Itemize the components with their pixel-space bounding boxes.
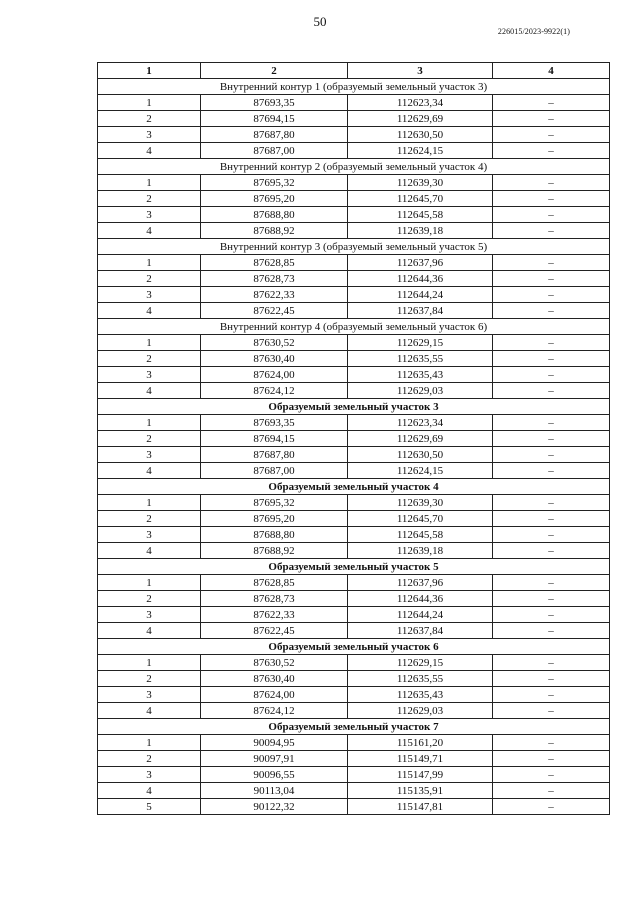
point-number-cell: 4 (98, 383, 201, 399)
note-cell: – (493, 671, 610, 687)
y-coordinate-cell: 112635,55 (348, 351, 493, 367)
y-coordinate-cell: 112630,50 (348, 447, 493, 463)
point-number-cell: 2 (98, 431, 201, 447)
y-coordinate-cell: 112629,69 (348, 431, 493, 447)
section-title-row (98, 399, 610, 415)
point-number-cell: 3 (98, 447, 201, 463)
note-cell: – (493, 143, 610, 159)
point-number-cell: 4 (98, 783, 201, 799)
x-coordinate-cell: 87687,80 (201, 127, 348, 143)
x-coordinate-cell: 87688,92 (201, 543, 348, 559)
note-cell: – (493, 111, 610, 127)
section-title: Образуемый земельный участок 7 (98, 719, 610, 735)
x-coordinate-cell: 87695,20 (201, 511, 348, 527)
point-number-cell: 3 (98, 207, 201, 223)
y-coordinate-cell: 112645,58 (348, 527, 493, 543)
note-cell: – (493, 735, 610, 751)
point-number-cell: 2 (98, 751, 201, 767)
note-cell: – (493, 255, 610, 271)
note-cell: – (493, 591, 610, 607)
coordinates-table (97, 62, 610, 815)
section-title-row (98, 159, 610, 175)
header-cell: 2 (201, 63, 348, 79)
table-row (98, 799, 610, 815)
x-coordinate-cell: 87630,40 (201, 351, 348, 367)
section-title-row (98, 639, 610, 655)
page-number: 50 (313, 14, 327, 29)
note-cell: – (493, 543, 610, 559)
y-coordinate-cell: 112624,15 (348, 143, 493, 159)
table-row (98, 623, 610, 639)
y-coordinate-cell: 112635,55 (348, 671, 493, 687)
section-title: Внутренний контур 2 (образуемый земельный участок 4) (98, 159, 610, 175)
note-cell: – (493, 351, 610, 367)
point-number-cell: 3 (98, 287, 201, 303)
note-cell: – (493, 415, 610, 431)
note-cell: – (493, 463, 610, 479)
section-title: Образуемый земельный участок 5 (98, 559, 610, 575)
point-number-cell: 3 (98, 607, 201, 623)
x-coordinate-cell: 90113,04 (201, 783, 348, 799)
point-number-cell: 4 (98, 543, 201, 559)
section-title-row (98, 719, 610, 735)
y-coordinate-cell: 112644,24 (348, 287, 493, 303)
table-row (98, 703, 610, 719)
point-number-cell: 1 (98, 735, 201, 751)
note-cell: – (493, 383, 610, 399)
x-coordinate-cell: 87687,00 (201, 463, 348, 479)
point-number-cell: 1 (98, 415, 201, 431)
x-coordinate-cell: 87622,45 (201, 623, 348, 639)
note-cell: – (493, 687, 610, 703)
x-coordinate-cell: 87693,35 (201, 95, 348, 111)
note-cell: – (493, 527, 610, 543)
note-cell: – (493, 607, 610, 623)
point-number-cell: 2 (98, 511, 201, 527)
x-coordinate-cell: 87695,20 (201, 191, 348, 207)
y-coordinate-cell: 112644,36 (348, 591, 493, 607)
x-coordinate-cell: 87694,15 (201, 111, 348, 127)
x-coordinate-cell: 87622,33 (201, 607, 348, 623)
note-cell: – (493, 207, 610, 223)
y-coordinate-cell: 112639,18 (348, 223, 493, 239)
section-title: Внутренний контур 1 (образуемый земельный участок 3) (98, 79, 610, 95)
point-number-cell: 2 (98, 591, 201, 607)
point-number-cell: 2 (98, 351, 201, 367)
point-number-cell: 3 (98, 767, 201, 783)
x-coordinate-cell: 87630,52 (201, 335, 348, 351)
y-coordinate-cell: 115161,20 (348, 735, 493, 751)
note-cell: – (493, 655, 610, 671)
table-row (98, 431, 610, 447)
y-coordinate-cell: 112629,15 (348, 655, 493, 671)
x-coordinate-cell: 87687,80 (201, 447, 348, 463)
point-number-cell: 2 (98, 111, 201, 127)
table-row (98, 655, 610, 671)
section-title: Образуемый земельный участок 4 (98, 479, 610, 495)
table-row (98, 383, 610, 399)
table-row (98, 671, 610, 687)
point-number-cell: 2 (98, 191, 201, 207)
table-row (98, 143, 610, 159)
y-coordinate-cell: 115149,71 (348, 751, 493, 767)
table-row (98, 287, 610, 303)
y-coordinate-cell: 112630,50 (348, 127, 493, 143)
note-cell: – (493, 127, 610, 143)
note-cell: – (493, 95, 610, 111)
table-row (98, 111, 610, 127)
point-number-cell: 4 (98, 623, 201, 639)
x-coordinate-cell: 87628,73 (201, 271, 348, 287)
y-coordinate-cell: 115147,81 (348, 799, 493, 815)
y-coordinate-cell: 112644,24 (348, 607, 493, 623)
x-coordinate-cell: 90122,32 (201, 799, 348, 815)
x-coordinate-cell: 87628,85 (201, 575, 348, 591)
table-row (98, 175, 610, 191)
section-title-row (98, 319, 610, 335)
note-cell: – (493, 303, 610, 319)
point-number-cell: 1 (98, 495, 201, 511)
y-coordinate-cell: 112645,70 (348, 511, 493, 527)
point-number-cell: 4 (98, 223, 201, 239)
x-coordinate-cell: 87624,12 (201, 383, 348, 399)
x-coordinate-cell: 87688,80 (201, 527, 348, 543)
note-cell: – (493, 495, 610, 511)
y-coordinate-cell: 112635,43 (348, 367, 493, 383)
x-coordinate-cell: 90096,55 (201, 767, 348, 783)
x-coordinate-cell: 87630,52 (201, 655, 348, 671)
x-coordinate-cell: 87628,85 (201, 255, 348, 271)
table-row (98, 351, 610, 367)
note-cell: – (493, 511, 610, 527)
table-row (98, 367, 610, 383)
table-row (98, 511, 610, 527)
note-cell: – (493, 703, 610, 719)
section-title-row (98, 479, 610, 495)
y-coordinate-cell: 112623,34 (348, 95, 493, 111)
y-coordinate-cell: 112645,70 (348, 191, 493, 207)
y-coordinate-cell: 112629,15 (348, 335, 493, 351)
x-coordinate-cell: 87694,15 (201, 431, 348, 447)
table-row (98, 127, 610, 143)
document-code: 226015/2023-9922(1) (497, 27, 570, 36)
y-coordinate-cell: 115147,99 (348, 767, 493, 783)
table-row (98, 607, 610, 623)
header-cell: 1 (98, 63, 201, 79)
table-row (98, 415, 610, 431)
y-coordinate-cell: 112624,15 (348, 463, 493, 479)
x-coordinate-cell: 87622,45 (201, 303, 348, 319)
table-row (98, 207, 610, 223)
point-number-cell: 1 (98, 175, 201, 191)
point-number-cell: 1 (98, 575, 201, 591)
note-cell: – (493, 783, 610, 799)
x-coordinate-cell: 87624,00 (201, 367, 348, 383)
table-row (98, 255, 610, 271)
note-cell: – (493, 575, 610, 591)
point-number-cell: 4 (98, 303, 201, 319)
note-cell: – (493, 271, 610, 287)
table-row (98, 687, 610, 703)
note-cell: – (493, 447, 610, 463)
y-coordinate-cell: 112637,96 (348, 255, 493, 271)
x-coordinate-cell: 87688,80 (201, 207, 348, 223)
section-title: Внутренний контур 3 (образуемый земельный участок 5) (98, 239, 610, 255)
header-cell: 3 (348, 63, 493, 79)
point-number-cell: 5 (98, 799, 201, 815)
point-number-cell: 2 (98, 671, 201, 687)
y-coordinate-cell: 112644,36 (348, 271, 493, 287)
table-row (98, 95, 610, 111)
note-cell: – (493, 799, 610, 815)
table-row (98, 527, 610, 543)
y-coordinate-cell: 112637,84 (348, 623, 493, 639)
table-row (98, 495, 610, 511)
note-cell: – (493, 623, 610, 639)
y-coordinate-cell: 112629,69 (348, 111, 493, 127)
point-number-cell: 3 (98, 367, 201, 383)
point-number-cell: 2 (98, 271, 201, 287)
note-cell: – (493, 191, 610, 207)
x-coordinate-cell: 87693,35 (201, 415, 348, 431)
point-number-cell: 3 (98, 527, 201, 543)
x-coordinate-cell: 87688,92 (201, 223, 348, 239)
point-number-cell: 1 (98, 255, 201, 271)
note-cell: – (493, 767, 610, 783)
point-number-cell: 3 (98, 127, 201, 143)
table-row (98, 303, 610, 319)
y-coordinate-cell: 112629,03 (348, 383, 493, 399)
x-coordinate-cell: 87624,00 (201, 687, 348, 703)
y-coordinate-cell: 112639,30 (348, 175, 493, 191)
y-coordinate-cell: 112635,43 (348, 687, 493, 703)
note-cell: – (493, 287, 610, 303)
note-cell: – (493, 223, 610, 239)
table-row (98, 767, 610, 783)
x-coordinate-cell: 87687,00 (201, 143, 348, 159)
point-number-cell: 1 (98, 335, 201, 351)
header-cell: 4 (493, 63, 610, 79)
x-coordinate-cell: 87624,12 (201, 703, 348, 719)
note-cell: – (493, 335, 610, 351)
section-title-row (98, 559, 610, 575)
x-coordinate-cell: 87695,32 (201, 175, 348, 191)
table-row (98, 591, 610, 607)
table-row (98, 223, 610, 239)
note-cell: – (493, 367, 610, 383)
table-header-row (98, 63, 610, 79)
section-title: Образуемый земельный участок 6 (98, 639, 610, 655)
point-number-cell: 4 (98, 463, 201, 479)
note-cell: – (493, 751, 610, 767)
point-number-cell: 1 (98, 655, 201, 671)
table-body (98, 79, 610, 815)
table-row (98, 735, 610, 751)
point-number-cell: 3 (98, 687, 201, 703)
point-number-cell: 1 (98, 95, 201, 111)
x-coordinate-cell: 87622,33 (201, 287, 348, 303)
table-row (98, 575, 610, 591)
y-coordinate-cell: 112645,58 (348, 207, 493, 223)
table-row (98, 783, 610, 799)
section-title: Внутренний контур 4 (образуемый земельный участок 6) (98, 319, 610, 335)
table-row (98, 271, 610, 287)
point-number-cell: 4 (98, 143, 201, 159)
table-row (98, 463, 610, 479)
y-coordinate-cell: 112639,30 (348, 495, 493, 511)
y-coordinate-cell: 112639,18 (348, 543, 493, 559)
section-title-row (98, 79, 610, 95)
point-number-cell: 4 (98, 703, 201, 719)
x-coordinate-cell: 87628,73 (201, 591, 348, 607)
y-coordinate-cell: 112637,84 (348, 303, 493, 319)
section-title: Образуемый земельный участок 3 (98, 399, 610, 415)
table-row (98, 543, 610, 559)
y-coordinate-cell: 115135,91 (348, 783, 493, 799)
x-coordinate-cell: 90097,91 (201, 751, 348, 767)
note-cell: – (493, 431, 610, 447)
table-row (98, 751, 610, 767)
x-coordinate-cell: 87630,40 (201, 671, 348, 687)
table-row (98, 447, 610, 463)
y-coordinate-cell: 112623,34 (348, 415, 493, 431)
y-coordinate-cell: 112629,03 (348, 703, 493, 719)
y-coordinate-cell: 112637,96 (348, 575, 493, 591)
x-coordinate-cell: 87695,32 (201, 495, 348, 511)
section-title-row (98, 239, 610, 255)
x-coordinate-cell: 90094,95 (201, 735, 348, 751)
table-row (98, 335, 610, 351)
note-cell: – (493, 175, 610, 191)
table-row (98, 191, 610, 207)
